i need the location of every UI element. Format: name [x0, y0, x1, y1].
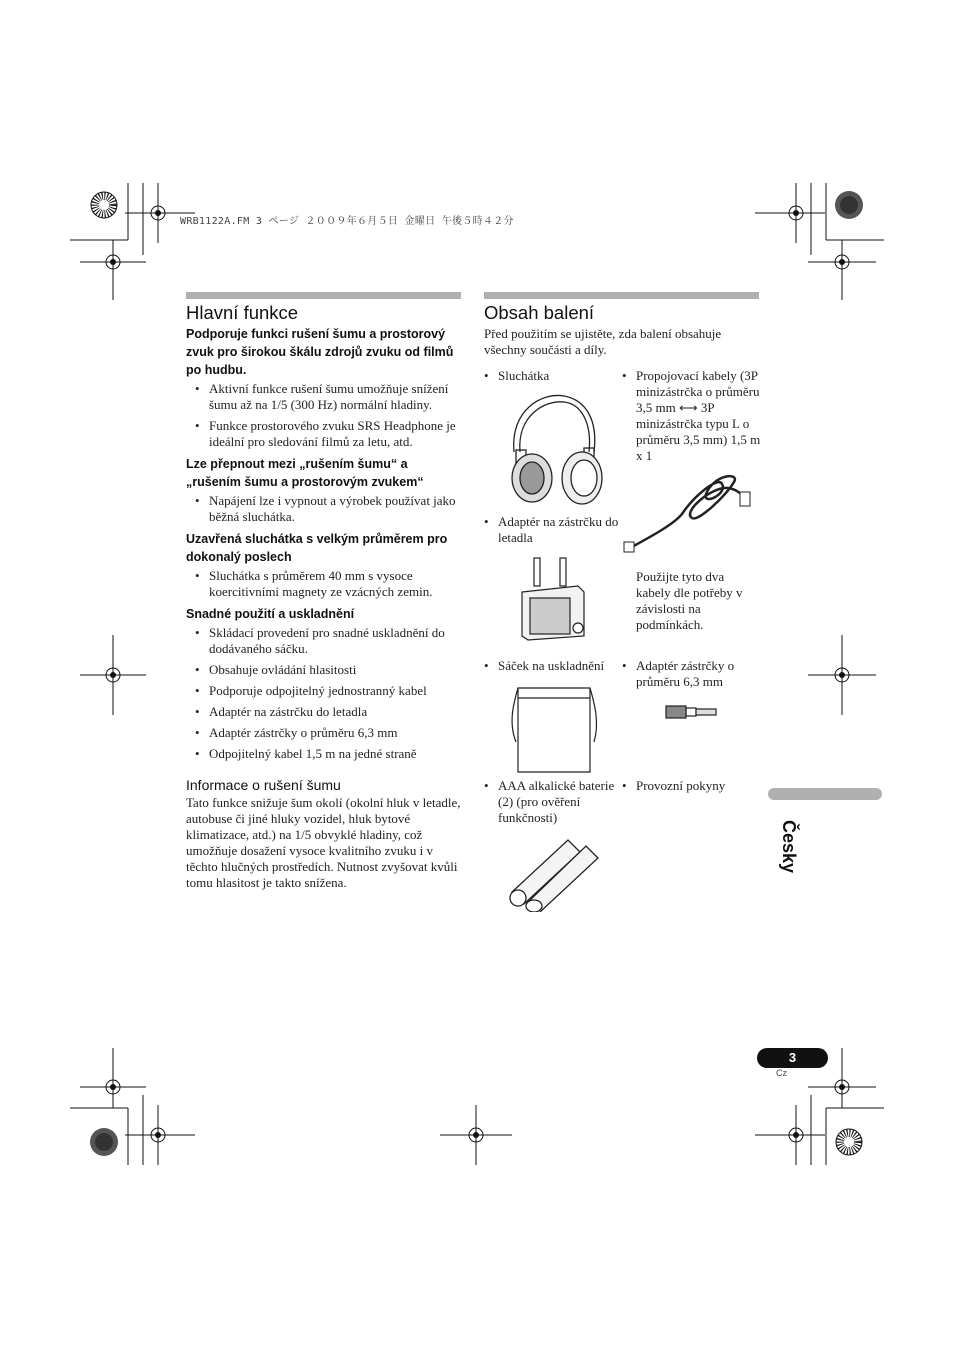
feature-list: [186, 493, 461, 525]
section-title-features: Hlavní funkce: [186, 302, 299, 323]
cables-note: Použijte tyto dva kabely dle potřeby v závislosti na podmínkách.: [636, 569, 743, 632]
item-manual: • Provozní pokyny: [622, 778, 760, 794]
item-batteries: • AAA alkalické baterie (2) (pro ověření funkčnosti): [484, 778, 628, 826]
features-column: [186, 325, 461, 891]
item-pouch: • Sáček na uskladnění: [484, 658, 628, 674]
batteries-icon: [506, 836, 602, 912]
list-item: • Napájení lze i vypnout a výrobek používat jako běžná sluchátka.: [186, 493, 461, 525]
list-item: • Podporuje odpojitelný jednostranný kabel: [186, 683, 461, 699]
list-item: • Obsahuje ovládání hlasitosti: [186, 662, 461, 678]
feature-heading: Uzavřená sluchátka s velkým průměrem pro dokonalý poslech: [186, 532, 448, 564]
feature-heading: Lze přepnout mezi „rušením šumu“ a „rušením šumu a prostorovým zvukem“: [186, 457, 424, 489]
list-item: • Funkce prostorového zvuku SRS Headphone je ideální pro sledování filmů za letu, atd.: [186, 418, 461, 450]
page-language: Cz: [776, 1068, 787, 1078]
contents-intro: Před použitím se ujistěte, zda balení obsahuje všechny součásti a díly.: [484, 326, 722, 357]
feature-list: [186, 625, 461, 762]
feature-heading: Snadné použití a uskladnění: [186, 607, 355, 621]
plug-adapter-icon: [664, 703, 720, 721]
pouch-icon: [506, 682, 602, 774]
section-title-contents: Obsah balení: [484, 302, 595, 323]
item-cables: • Propojovací kabely (3P minizástrčka o průměru 3,5 mm ⟷ 3P minizástrčka typu L o průměru 3,5 mm) 1,5 m x 1: [622, 368, 766, 464]
headphones-icon: [502, 390, 606, 506]
item-airplane-adapter: • Adaptér na zástrčku do letadla: [484, 514, 628, 546]
item-plug-adapter: • Adaptér zástrčky o průměru 6,3 mm: [622, 658, 760, 690]
feature-heading: Podporuje funkci rušení šumu a prostorový zvuk pro širokou škálu zdrojů zvuku od filmů po hudbu.: [186, 327, 454, 377]
info-heading: Informace o rušení šumu: [186, 777, 341, 793]
list-item: • Sluchátka s průměrem 40 mm s vysoce koercitivními magnety ze vzácných zemin.: [186, 568, 461, 600]
list-item: • Odpojitelný kabel 1,5 m na jedné straně: [186, 746, 461, 762]
language-label: Česky: [779, 819, 800, 874]
info-text: Tato funkce snižuje šum okolí (okolní hluk v letadle, autobuse či jiné hluky vozidel, hluk bytové klimatizace, atd.) na 1/5 obvyklé hladiny, což umožňuje dosažení vysoce kvalitního zvuku i v těchto hlučných prostředích. Nutnost zvyšovat kvůli tomu hlasitost je takto snížena.: [186, 795, 461, 890]
feature-list: [186, 568, 461, 600]
cable-icon: [622, 466, 758, 556]
list-item: • Skládací provedení pro snadné uskladnění do dodávaného sáčku.: [186, 625, 461, 657]
section-bar-right: [484, 292, 759, 299]
list-item: • Adaptér na zástrčku do letadla: [186, 704, 461, 720]
page-number: 3: [757, 1048, 828, 1068]
list-item: • Aktivní funkce rušení šumu umožňuje snížení šumu až na 1/5 (300 Hz) normální hladiny.: [186, 381, 461, 413]
print-header: WRB1122A.FM 3 ページ ２００９年６月５日 金曜日 午後５時４２分: [180, 216, 514, 227]
feature-list: [186, 381, 461, 450]
item-headphones: • Sluchátka: [484, 368, 618, 384]
section-bar-left: [186, 292, 461, 299]
list-item: • Adaptér zástrčky o průměru 6,3 mm: [186, 725, 461, 741]
airplane-adapter-icon: [518, 556, 588, 642]
language-tab: [768, 788, 882, 800]
